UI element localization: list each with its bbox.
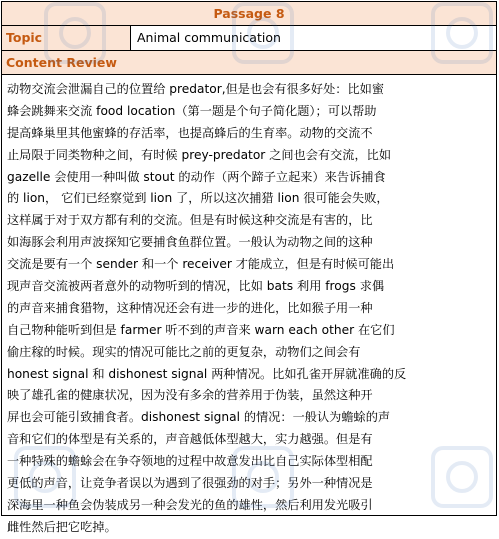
content-line: 音和它们的体型是有关系的，声音越低体型越大，实力越强。但是有: [7, 432, 373, 447]
content-review-label: Content Review: [2, 51, 496, 75]
topic-value: Animal communication: [137, 30, 281, 45]
content-line: honest signal 和 dishonest signal 两种情况。比如孔雀开屏就准确的反: [7, 366, 407, 381]
content-line: 提高蜂巢里其他蜜蜂的存活率，也提高蜂后的生育率。动物的交流不: [7, 125, 373, 140]
content-line: 雌性然后把它吃掉。: [7, 519, 117, 534]
content-line: 这样属于对于双方都有利的交流。但是有时候这种交流是有害的，比: [7, 213, 373, 228]
content-line: 偷庄稼的时候。现实的情况可能比之前的更复杂，动物们之间会有: [7, 344, 361, 359]
content-line: 蜂会跳舞来交流 food location（第一题是个句子简化题）；可以帮助: [7, 103, 377, 118]
passage-card: [1, 1, 497, 534]
content-line: 映了雄孔雀的健康状况，因为没有多余的营养用于伪装，虽然这种开: [7, 388, 373, 403]
topic-label: Topic: [2, 26, 131, 50]
content-line: 现声音交流被两者意外的动物听到的情况，比如 bats 利用 frogs 求偶: [7, 279, 385, 294]
content-line: 动物交流会泄漏自己的位置给 predator,但是也会有很多好处：比如蜜: [7, 82, 385, 96]
topic-row: [2, 26, 496, 51]
content-line: gazelle 会使用一种叫做 stout 的动作（两个蹄子立起来）来告诉捕食: [7, 169, 386, 184]
content-line: 止局限于同类物种之间，有时候 prey-predator 之间也会有交流，比如: [7, 147, 392, 162]
passage-title: Passage 8: [2, 2, 496, 26]
content-line: 交流是要有一个 sender 和一个 receiver 才能成立，但是有时候可能出: [7, 257, 395, 272]
content-line: 深海里一种鱼会伪装成另一种会发光的鱼的雄性，然后利用发光吸引: [7, 497, 373, 512]
content-line: 自己物种能听到但是 farmer 听不到的声音来 warn each other 在它们: [7, 322, 395, 337]
content-line: 如海豚会利用声波探知它要捕食鱼群位置。一般认为动物之间的这种: [7, 235, 373, 250]
content-line: 更低的声音，让竞争者误以为遇到了很强劲的对手；另外一种情况是: [7, 476, 373, 491]
content-line: 屏也会可能引致捕食者。dishonest signal 的情况：一般认为蟾蜍的声: [7, 410, 391, 425]
content-line: 的声音来捕食猎物，这种情况还会有进一步的进化，比如猴子用一种: [7, 300, 373, 315]
content-line: 的 lion， 它们已经察觉到 lion 了，所以这次捕猎 lion 很可能会失败，: [7, 191, 389, 206]
content-line: 一种特殊的蟾蜍会在争夺领地的过程中故意发出比自己实际体型相配: [7, 454, 373, 469]
content-review-body: [7, 79, 493, 539]
